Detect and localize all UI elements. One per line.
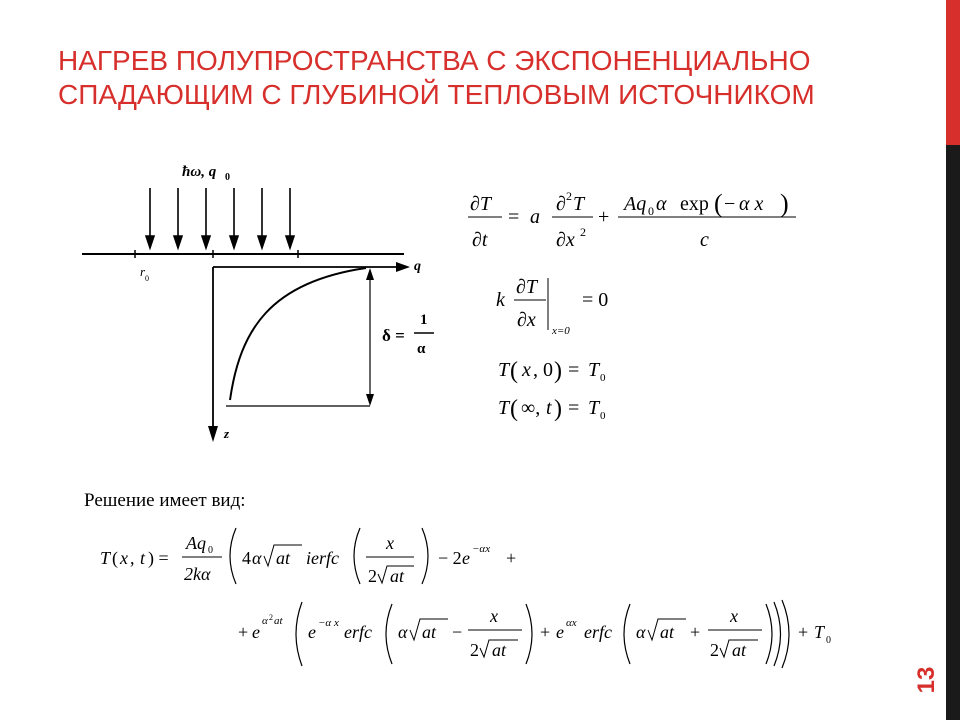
svg-text:at: at	[274, 615, 283, 627]
svg-text:α: α	[636, 622, 646, 642]
svg-text:t: t	[140, 548, 146, 568]
svg-text:(: (	[714, 189, 723, 218]
svg-text:2: 2	[470, 640, 479, 660]
svg-text:0: 0	[826, 635, 831, 646]
svg-text:2: 2	[368, 566, 377, 586]
svg-text:(: (	[510, 396, 518, 422]
q-axis-label: q	[414, 259, 421, 274]
svg-text:): )	[780, 189, 789, 218]
svg-text:∂x: ∂x	[556, 229, 575, 251]
svg-text:t: t	[546, 397, 552, 419]
heat-curve	[230, 268, 366, 400]
page-number: 13	[913, 666, 940, 694]
svg-text:=: =	[508, 206, 520, 228]
svg-text:4: 4	[242, 548, 251, 568]
svg-text:0: 0	[648, 204, 654, 218]
incident-arrows	[146, 188, 294, 248]
svg-text:∞,: ∞,	[521, 397, 541, 419]
svg-text:k: k	[496, 289, 505, 311]
svg-text:−: −	[452, 622, 463, 642]
svg-text:−αx: −αx	[472, 543, 491, 555]
svg-text:e: e	[462, 548, 470, 568]
svg-text:at: at	[276, 548, 291, 568]
svg-text:at: at	[492, 640, 507, 660]
svg-text:at: at	[390, 566, 405, 586]
svg-text:∂T: ∂T	[516, 276, 538, 298]
delta-numerator: 1	[420, 312, 428, 328]
svg-text:Aq: Aq	[624, 193, 647, 215]
svg-text:∂T: ∂T	[470, 193, 492, 215]
svg-text:0: 0	[208, 545, 213, 556]
svg-text:,: ,	[130, 548, 135, 568]
svg-text:x: x	[490, 606, 498, 626]
svg-text:T: T	[498, 397, 510, 419]
svg-text:): )	[554, 358, 562, 384]
svg-text:+: +	[540, 622, 551, 642]
svg-text:erfc: erfc	[584, 622, 612, 642]
svg-text:erfc: erfc	[344, 622, 372, 642]
svg-text:exp: exp	[680, 193, 709, 215]
solution-line-2	[238, 600, 831, 668]
svg-text:2: 2	[269, 613, 273, 622]
solution-label: Решение имеет вид:	[84, 490, 246, 511]
delta-denominator: α	[417, 341, 426, 357]
svg-text:x: x	[120, 548, 128, 568]
svg-text:+: +	[690, 622, 701, 642]
svg-text:= 0: = 0	[582, 289, 609, 311]
svg-text:α: α	[656, 193, 667, 215]
svg-text:x: x	[730, 606, 738, 626]
svg-text:2: 2	[566, 189, 572, 203]
svg-text:T: T	[498, 359, 510, 381]
svg-text:x: x	[522, 359, 531, 381]
svg-text:): )	[554, 396, 562, 422]
svg-text:at: at	[732, 640, 747, 660]
svg-text:αx: αx	[566, 617, 577, 629]
svg-text:) =: ) =	[148, 548, 169, 568]
svg-text:+: +	[238, 622, 249, 642]
heat-equation	[468, 189, 796, 251]
svg-text:−: −	[724, 193, 736, 215]
solution-line-1	[100, 528, 516, 586]
svg-text:c: c	[700, 229, 709, 251]
z-axis-label: z	[224, 426, 230, 441]
svg-text:α: α	[398, 622, 408, 642]
svg-text:+: +	[598, 206, 610, 228]
svg-text:α: α	[252, 548, 262, 568]
svg-text:ierfc: ierfc	[306, 548, 339, 568]
svg-text:=: =	[568, 397, 580, 419]
svg-text:Aq: Aq	[186, 533, 206, 553]
svg-text:∂x: ∂x	[517, 309, 536, 331]
svg-text:2: 2	[710, 640, 719, 660]
svg-text:−α x: −α x	[318, 617, 339, 629]
r0-sub: 0	[145, 274, 149, 283]
svg-text:=: =	[568, 359, 580, 381]
svg-text:T: T	[588, 397, 600, 419]
svg-text:e: e	[556, 622, 564, 642]
boundary-condition	[496, 276, 608, 337]
source-label: ħω, q	[182, 164, 217, 180]
svg-text:T: T	[814, 622, 825, 642]
svg-text:2kα: 2kα	[184, 564, 211, 584]
svg-text:e: e	[308, 622, 316, 642]
svg-text:a: a	[530, 206, 540, 228]
delta-label: δ =	[382, 326, 405, 345]
svg-text:(: (	[510, 358, 518, 384]
svg-text:∂t: ∂t	[472, 229, 488, 251]
initial-condition	[498, 358, 606, 384]
svg-text:T: T	[588, 359, 600, 381]
svg-text:2: 2	[580, 225, 586, 239]
title-line-2: СПАДАЮЩИМ С ГЛУБИНОЙ ТЕПЛОВЫМ ИСТОЧНИКОМ	[58, 79, 815, 110]
title-line-1: НАГРЕВ ПОЛУПРОСТРАНСТВА С ЭКСПОНЕНЦИАЛЬНО	[58, 45, 811, 76]
svg-text:, 0: , 0	[533, 359, 553, 381]
svg-text:α x: α x	[739, 193, 764, 215]
svg-text:at: at	[660, 622, 675, 642]
svg-text:0: 0	[600, 410, 606, 422]
svg-text:+: +	[798, 622, 809, 642]
svg-text:(: (	[112, 548, 118, 568]
svg-text:x=0: x=0	[552, 325, 570, 337]
svg-text:T: T	[100, 548, 111, 568]
svg-text:α: α	[262, 615, 268, 627]
svg-text:T: T	[573, 193, 585, 215]
svg-text:0: 0	[600, 372, 606, 384]
r0-label: r	[140, 264, 146, 279]
svg-text:− 2: − 2	[438, 548, 462, 568]
svg-text:∂: ∂	[556, 193, 566, 215]
svg-text:at: at	[422, 622, 437, 642]
svg-text:+: +	[506, 548, 517, 568]
source-label-sub: 0	[225, 172, 230, 183]
svg-text:e: e	[252, 622, 260, 642]
svg-text:x: x	[386, 533, 394, 553]
far-field-condition	[498, 396, 606, 422]
